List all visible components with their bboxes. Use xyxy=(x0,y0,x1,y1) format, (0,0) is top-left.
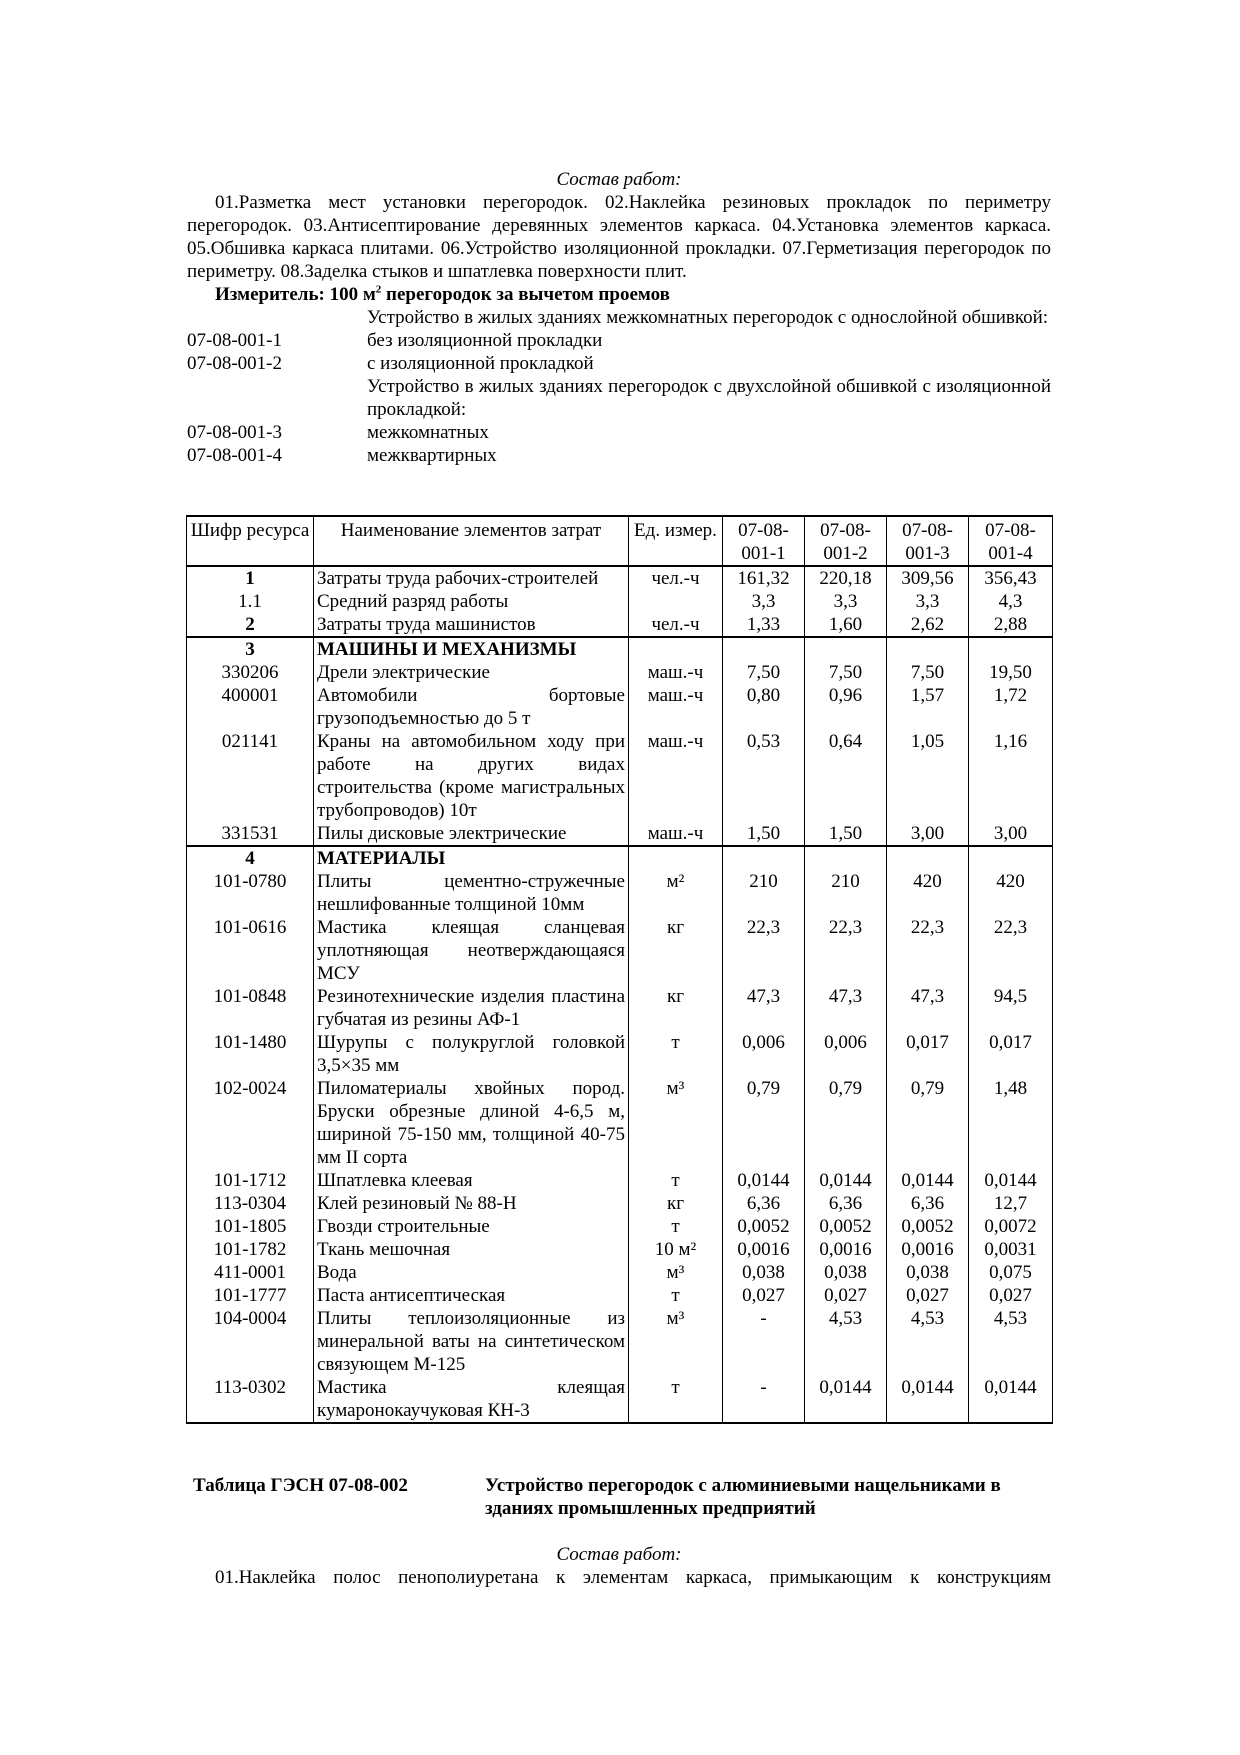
document-intro xyxy=(187,168,1051,467)
resource-name: Резинотехнические изделия пластина губчатая из резины АФ-1 xyxy=(314,985,629,1031)
resource-value-1: 0,038 xyxy=(723,1261,805,1284)
resource-value-4 xyxy=(969,846,1053,870)
resource-value-4: 1,72 xyxy=(969,684,1053,730)
resource-name: Паста антисептическая xyxy=(314,1284,629,1307)
next-work-text: 01.Наклейка полос пенополиуретана к элементам каркаса, примыкающим к конструкциям xyxy=(215,1567,1051,1588)
resource-value-4: 2,88 xyxy=(969,613,1053,637)
resource-value-3: 0,0016 xyxy=(887,1238,969,1261)
resource-value-1: 0,006 xyxy=(723,1031,805,1077)
resource-value-1: 0,027 xyxy=(723,1284,805,1307)
table-row xyxy=(187,1077,1053,1169)
resource-unit: т xyxy=(629,1031,723,1077)
resource-unit: м² xyxy=(629,870,723,916)
resource-name: Ткань мешочная xyxy=(314,1238,629,1261)
resource-value-2: 210 xyxy=(805,870,887,916)
resource-code: 101-1480 xyxy=(187,1031,314,1077)
resource-value-3: 0,0144 xyxy=(887,1376,969,1423)
resource-value-2 xyxy=(805,846,887,870)
resource-code: 104-0004 xyxy=(187,1307,314,1376)
resource-value-2: 0,79 xyxy=(805,1077,887,1169)
resource-unit: чел.-ч xyxy=(629,566,723,590)
next-table-caption: Устройство перегородок с алюминиевыми нащельниками в зданиях промышленных предприятий xyxy=(485,1475,1001,1519)
table-row xyxy=(187,1238,1053,1261)
resource-value-1: 0,0052 xyxy=(723,1215,805,1238)
resource-value-2: 0,96 xyxy=(805,684,887,730)
resource-value-4: 356,43 xyxy=(969,566,1053,590)
resource-value-4: 22,3 xyxy=(969,916,1053,985)
next-work-heading: Состав работ: xyxy=(556,1544,682,1565)
resource-value-2: 0,038 xyxy=(805,1261,887,1284)
resource-unit xyxy=(629,590,723,613)
code-list-item xyxy=(187,352,1051,375)
resource-name: Средний разряд работы xyxy=(314,590,629,613)
table-row xyxy=(187,822,1053,846)
resource-value-4: 420 xyxy=(969,870,1053,916)
resource-code: 101-1805 xyxy=(187,1215,314,1238)
resource-value-3: 0,027 xyxy=(887,1284,969,1307)
table-row xyxy=(187,613,1053,637)
table-row xyxy=(187,590,1053,613)
resource-value-2 xyxy=(805,637,887,661)
resource-name: Пиломатериалы хвойных пород. Бруски обрезные длиной 4-6,5 м, шириной 75-150 мм, толщиной 40-75 мм II сорта xyxy=(314,1077,629,1169)
code-list-item xyxy=(187,306,1051,329)
resource-value-1: - xyxy=(723,1376,805,1423)
resource-value-1: - xyxy=(723,1307,805,1376)
resource-value-3: 0,038 xyxy=(887,1261,969,1284)
table-row xyxy=(187,1169,1053,1192)
resource-value-4: 0,017 xyxy=(969,1031,1053,1077)
resource-unit: маш.-ч xyxy=(629,684,723,730)
norm-code: 07-08-001-4 xyxy=(187,445,282,466)
norm-description: Устройство в жилых зданиях межкомнатных перегородок с однослойной обшивкой: xyxy=(367,307,1049,328)
resource-code: 331531 xyxy=(187,822,314,846)
resource-value-3: 1,05 xyxy=(887,730,969,822)
resource-code: 330206 xyxy=(187,661,314,684)
resource-value-1: 7,50 xyxy=(723,661,805,684)
header-unit: Ед. измер. xyxy=(629,516,723,566)
resource-name: Плиты теплоизоляционные из минеральной ваты на синтетическом связующем М-125 xyxy=(314,1307,629,1376)
resource-unit: кг xyxy=(629,1192,723,1215)
resource-value-1: 6,36 xyxy=(723,1192,805,1215)
resource-code: 101-0848 xyxy=(187,985,314,1031)
resource-unit: кг xyxy=(629,985,723,1031)
resource-value-2: 220,18 xyxy=(805,566,887,590)
norm-code: 07-08-001-1 xyxy=(187,330,282,351)
resource-code: 3 xyxy=(187,637,314,661)
resource-value-2: 3,3 xyxy=(805,590,887,613)
resource-code: 102-0024 xyxy=(187,1077,314,1169)
resource-code: 101-0616 xyxy=(187,916,314,985)
resource-name: МАШИНЫ И МЕХАНИЗМЫ xyxy=(314,637,629,661)
resource-code: 113-0302 xyxy=(187,1376,314,1423)
resource-value-4: 19,50 xyxy=(969,661,1053,684)
resource-unit: т xyxy=(629,1215,723,1238)
resource-value-1: 0,79 xyxy=(723,1077,805,1169)
resource-unit: маш.-ч xyxy=(629,822,723,846)
work-composition-text: 01.Разметка мест установки перегородок. 02.Наклейка резиновых прокладок по периметру перегородок. 03.Антисептирование деревянных элементов каркаса. 04.Установка элементов каркаса. 05.Обшивка каркаса плитами. 06.Устройство изоляционной прокладки. 07.Герметизация перегородок по периметру. 08.Заделка стыков и шпатлевка поверхности плит. xyxy=(187,192,1051,282)
resource-value-4: 12,7 xyxy=(969,1192,1053,1215)
code-list-item xyxy=(187,329,1051,352)
table-row xyxy=(187,916,1053,985)
resource-name: Гвозди строительные xyxy=(314,1215,629,1238)
resource-name: Дрели электрические xyxy=(314,661,629,684)
resource-unit: м³ xyxy=(629,1261,723,1284)
table-row xyxy=(187,637,1053,661)
resource-value-2: 1,50 xyxy=(805,822,887,846)
resource-value-4: 0,0144 xyxy=(969,1169,1053,1192)
resource-value-3: 0,0144 xyxy=(887,1169,969,1192)
resource-code: 1 xyxy=(187,566,314,590)
resource-value-4: 4,3 xyxy=(969,590,1053,613)
code-list-item xyxy=(187,375,1051,421)
resource-value-4: 0,075 xyxy=(969,1261,1053,1284)
resource-value-2: 1,60 xyxy=(805,613,887,637)
resource-value-1: 1,50 xyxy=(723,822,805,846)
table-row xyxy=(187,870,1053,916)
resource-unit: чел.-ч xyxy=(629,613,723,637)
resource-name: Затраты труда машинистов xyxy=(314,613,629,637)
header-c2: 07-08-001-2 xyxy=(805,516,887,566)
resource-unit xyxy=(629,637,723,661)
resource-value-4: 4,53 xyxy=(969,1307,1053,1376)
resource-name: Плиты цементно-стружечные нешлифованные толщиной 10мм xyxy=(314,870,629,916)
resource-name: МАТЕРИАЛЫ xyxy=(314,846,629,870)
resource-name: Пилы дисковые электрические xyxy=(314,822,629,846)
resource-unit: кг xyxy=(629,916,723,985)
next-table-title xyxy=(187,1474,1051,1520)
resource-value-4: 0,0072 xyxy=(969,1215,1053,1238)
table-row xyxy=(187,1307,1053,1376)
table-row xyxy=(187,1031,1053,1077)
resource-value-3: 7,50 xyxy=(887,661,969,684)
resource-value-2: 7,50 xyxy=(805,661,887,684)
resource-value-3: 0,0052 xyxy=(887,1215,969,1238)
resource-value-4 xyxy=(969,637,1053,661)
resource-unit: т xyxy=(629,1284,723,1307)
resource-value-1: 161,32 xyxy=(723,566,805,590)
resource-value-4: 3,00 xyxy=(969,822,1053,846)
norm-code: 07-08-001-2 xyxy=(187,353,282,374)
table-row xyxy=(187,661,1053,684)
resource-name: Шурупы с полукруглой головкой 3,5×35 мм xyxy=(314,1031,629,1077)
norm-description: межкомнатных xyxy=(367,422,489,443)
resource-value-1: 0,80 xyxy=(723,684,805,730)
resource-code: 101-1782 xyxy=(187,1238,314,1261)
resource-value-4: 0,0144 xyxy=(969,1376,1053,1423)
table-row xyxy=(187,1215,1053,1238)
resource-value-3 xyxy=(887,846,969,870)
table-row xyxy=(187,730,1053,822)
resource-code: 1.1 xyxy=(187,590,314,613)
resource-table xyxy=(186,515,1053,1424)
code-list-item xyxy=(187,444,1051,467)
resource-value-1 xyxy=(723,637,805,661)
resource-value-2: 0,0016 xyxy=(805,1238,887,1261)
resource-value-1: 3,3 xyxy=(723,590,805,613)
table-row xyxy=(187,1284,1053,1307)
resource-value-2: 4,53 xyxy=(805,1307,887,1376)
header-code: Шифр ресурса xyxy=(187,516,314,566)
resource-value-2: 0,006 xyxy=(805,1031,887,1077)
resource-value-3 xyxy=(887,637,969,661)
header-c4: 07-08-001-4 xyxy=(969,516,1053,566)
resource-unit xyxy=(629,846,723,870)
resource-unit: маш.-ч xyxy=(629,661,723,684)
resource-value-2: 47,3 xyxy=(805,985,887,1031)
resource-value-2: 0,0144 xyxy=(805,1376,887,1423)
norm-code: 07-08-001-3 xyxy=(187,422,282,443)
norm-description: межквартирных xyxy=(367,445,497,466)
resource-value-3: 0,79 xyxy=(887,1077,969,1169)
resource-value-2: 6,36 xyxy=(805,1192,887,1215)
table-row xyxy=(187,1261,1053,1284)
resource-value-2: 0,0052 xyxy=(805,1215,887,1238)
resource-unit: м³ xyxy=(629,1307,723,1376)
resource-value-3: 3,3 xyxy=(887,590,969,613)
resource-value-3: 0,017 xyxy=(887,1031,969,1077)
resource-code: 101-0780 xyxy=(187,870,314,916)
resource-code: 4 xyxy=(187,846,314,870)
resource-name: Вода xyxy=(314,1261,629,1284)
resource-unit: м³ xyxy=(629,1077,723,1169)
resource-value-3: 2,62 xyxy=(887,613,969,637)
resource-value-1: 0,0016 xyxy=(723,1238,805,1261)
table-row xyxy=(187,1192,1053,1215)
resource-name: Шпатлевка клеевая xyxy=(314,1169,629,1192)
next-table-section xyxy=(187,1474,1051,1589)
norm-code xyxy=(187,306,367,329)
table-header-row xyxy=(187,516,1053,566)
table-row xyxy=(187,684,1053,730)
resource-value-1 xyxy=(723,846,805,870)
norm-code xyxy=(187,375,367,421)
code-list-item xyxy=(187,421,1051,444)
resource-code: 021141 xyxy=(187,730,314,822)
resource-value-4: 1,16 xyxy=(969,730,1053,822)
resource-value-3: 3,00 xyxy=(887,822,969,846)
resource-name: Мастика клеящая кумаронокаучуковая КН-3 xyxy=(314,1376,629,1423)
resource-value-2: 0,0144 xyxy=(805,1169,887,1192)
norm-code-list xyxy=(187,306,1051,467)
table-row xyxy=(187,566,1053,590)
resource-value-4: 94,5 xyxy=(969,985,1053,1031)
table-row xyxy=(187,985,1053,1031)
next-table-number: Таблица ГЭСН 07-08-002 xyxy=(193,1475,408,1496)
resource-code: 101-1777 xyxy=(187,1284,314,1307)
resource-code: 411-0001 xyxy=(187,1261,314,1284)
resource-value-1: 1,33 xyxy=(723,613,805,637)
norm-description: с изоляционной прокладкой xyxy=(367,353,594,374)
resource-value-2: 0,64 xyxy=(805,730,887,822)
table-row xyxy=(187,1376,1053,1423)
resource-unit: т xyxy=(629,1376,723,1423)
norm-description: Устройство в жилых зданиях перегородок с двухслойной обшивкой с изоляционной прокладкой: xyxy=(367,376,1051,420)
resource-value-2: 22,3 xyxy=(805,916,887,985)
resource-value-1: 0,53 xyxy=(723,730,805,822)
measure-unit: Измеритель: 100 $м^2$ перегородок за вычетом проемов xyxy=(215,283,670,305)
resource-value-4: 0,0031 xyxy=(969,1238,1053,1261)
resource-name: Мастика клеящая сланцевая уплотняющая неотверждающаяся МСУ xyxy=(314,916,629,985)
resource-value-3: 6,36 xyxy=(887,1192,969,1215)
header-name: Наименование элементов затрат xyxy=(314,516,629,566)
resource-value-3: 309,56 xyxy=(887,566,969,590)
work-composition-heading: Состав работ: xyxy=(556,169,682,190)
resource-value-1: 22,3 xyxy=(723,916,805,985)
header-c1: 07-08-001-1 xyxy=(723,516,805,566)
resource-value-3: 4,53 xyxy=(887,1307,969,1376)
resource-name: Клей резиновый № 88-Н xyxy=(314,1192,629,1215)
resource-value-1: 0,0144 xyxy=(723,1169,805,1192)
resource-value-3: 22,3 xyxy=(887,916,969,985)
resource-name: Затраты труда рабочих-строителей xyxy=(314,566,629,590)
resource-value-3: 1,57 xyxy=(887,684,969,730)
resource-value-2: 0,027 xyxy=(805,1284,887,1307)
resource-unit: 10 м² xyxy=(629,1238,723,1261)
header-c3: 07-08-001-3 xyxy=(887,516,969,566)
resource-value-4: 0,027 xyxy=(969,1284,1053,1307)
resource-code: 400001 xyxy=(187,684,314,730)
resource-unit: маш.-ч xyxy=(629,730,723,822)
resource-value-3: 420 xyxy=(887,870,969,916)
norm-description: без изоляционной прокладки xyxy=(367,330,603,351)
resource-code: 113-0304 xyxy=(187,1192,314,1215)
resource-code: 2 xyxy=(187,613,314,637)
resource-value-1: 47,3 xyxy=(723,985,805,1031)
resource-name: Краны на автомобильном ходу при работе на других видах строительства (кроме магистральных трубопроводов) 10т xyxy=(314,730,629,822)
resource-value-4: 1,48 xyxy=(969,1077,1053,1169)
table-row xyxy=(187,846,1053,870)
resource-code: 101-1712 xyxy=(187,1169,314,1192)
resource-value-3: 47,3 xyxy=(887,985,969,1031)
resource-name: Автомобили бортовые грузоподъемностью до 5 т xyxy=(314,684,629,730)
resource-value-1: 210 xyxy=(723,870,805,916)
resource-unit: т xyxy=(629,1169,723,1192)
